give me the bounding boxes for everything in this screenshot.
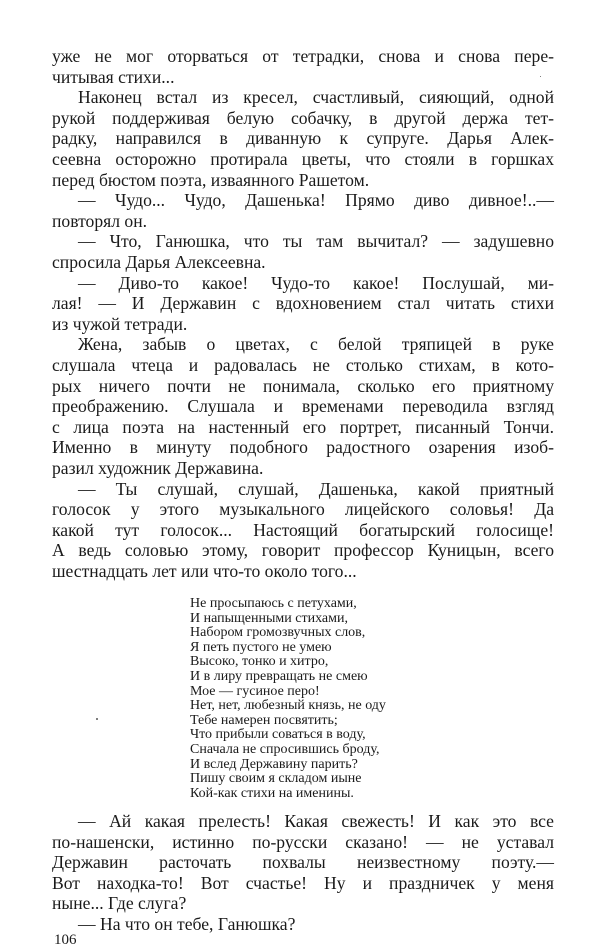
text-line: с лица поэта на настенный его портрет, писанный Тончи. <box>52 416 554 437</box>
verse-line: И в лиру превращать не смею <box>190 669 368 684</box>
text-line: разил художник Державина. <box>52 458 264 478</box>
verse-line: Пишу своим я складом иыне <box>190 771 362 787</box>
text-line: Вот находка-то! Вот счастье! Ну и праздничек у меня <box>52 872 554 893</box>
verse-line: Не просыпаюсь с петухами, <box>190 596 357 611</box>
text-line: лая! — И Державин с вдохновением стал читать стихи <box>52 293 554 314</box>
text-line: Жена, забыв о цветах, с белой тряпицей в руке <box>78 334 554 355</box>
text-line: перед бюстом поэта, изваянного Рашетом. <box>52 169 370 190</box>
text-line: ныне... Где слуга? <box>52 893 187 914</box>
text-line: рукой поддерживая белую собачку, в другой держа тет- <box>52 107 554 128</box>
text-line: А ведь соловью этому, говорит профессор Куницын, всего <box>52 540 554 561</box>
text-line: голосок у этого музыкального лицейского соловья! Да <box>52 499 554 520</box>
text-line: сеевна осторожно протирала цветы, что стояли в горшках <box>52 149 554 169</box>
text-line: — Ты слушай, слушай, Дашенька, какой приятный <box>78 478 554 499</box>
text-line: радку, направился в диванную к супруге. Дарья Алек- <box>52 128 554 149</box>
text-line: какой тут голосок... Настоящий богатырский голосище! <box>52 519 554 540</box>
verse-line: И вслед Державину парить? <box>190 756 358 772</box>
verse-line: Кой-как стихи на именины. <box>190 785 354 801</box>
text-line: уже не мог оторваться от тетрадки, снова и снова пере- <box>52 46 554 66</box>
text-line: спросила Дарья Алексеевна. <box>52 252 266 272</box>
text-line: повторял он. <box>52 210 148 231</box>
verse-line: Высоко, тонко и хитро, <box>190 654 329 670</box>
text-line: — Чудо... Чудо, Дашенька! Прямо диво дивное!..— <box>78 190 554 211</box>
verse-line: И напыщенными стихами, <box>190 610 348 626</box>
text-line: по-нашенски, истинно по-русски сказано! — не уставал <box>52 831 554 852</box>
text-line: рых ничего почти не понимала, сколько его приятному <box>52 375 554 396</box>
verse-line: Сначала не спросившись броду, <box>190 742 380 757</box>
verse-line: Что прибыли соваться в воду, <box>190 727 366 743</box>
text-line: Наконец встал из кресел, счастливый, сияющий, одной <box>78 87 554 108</box>
verse-line: Набором громозвучных слов, <box>190 625 366 641</box>
page-number: 106 <box>54 932 77 948</box>
text-line: — Что, Ганюшка, что ты там вычитал? — задушевно <box>78 231 554 252</box>
text-line: из чужой тетради. <box>52 313 188 334</box>
text-line: читывая стихи... <box>52 66 175 87</box>
text-line: — На что он тебе, Ганюшка? <box>78 914 296 934</box>
text-line: — Диво-то какое! Чудо-то какое! Послушай, ми- <box>78 272 554 293</box>
verse-line: Я петь пустого не умею <box>190 639 332 655</box>
text-line: Державин расточать похвалы неизвестному поэту.— <box>52 852 554 873</box>
scan-speck <box>96 718 98 720</box>
text-line: слушала чтеца и радовалась не столько стихам, в кото- <box>52 355 554 375</box>
verse-line: Нет, нет, любезный князь, не оду <box>190 698 386 714</box>
verse-line: Мое — гусиное перо! <box>190 683 320 699</box>
scan-speck <box>540 76 541 77</box>
verse-line: Тебе намерен посвятить; <box>190 712 338 728</box>
text-line: преображению. Слушала и временами переводила взгляд <box>52 396 554 417</box>
text-line: шестнадцать лет или что-то около того... <box>52 561 357 581</box>
text-line: — Ай какая прелесть! Какая свежесть! И как это все <box>78 811 554 831</box>
text-line: Именно в минуту подобного радостного озарения изоб- <box>52 437 554 458</box>
